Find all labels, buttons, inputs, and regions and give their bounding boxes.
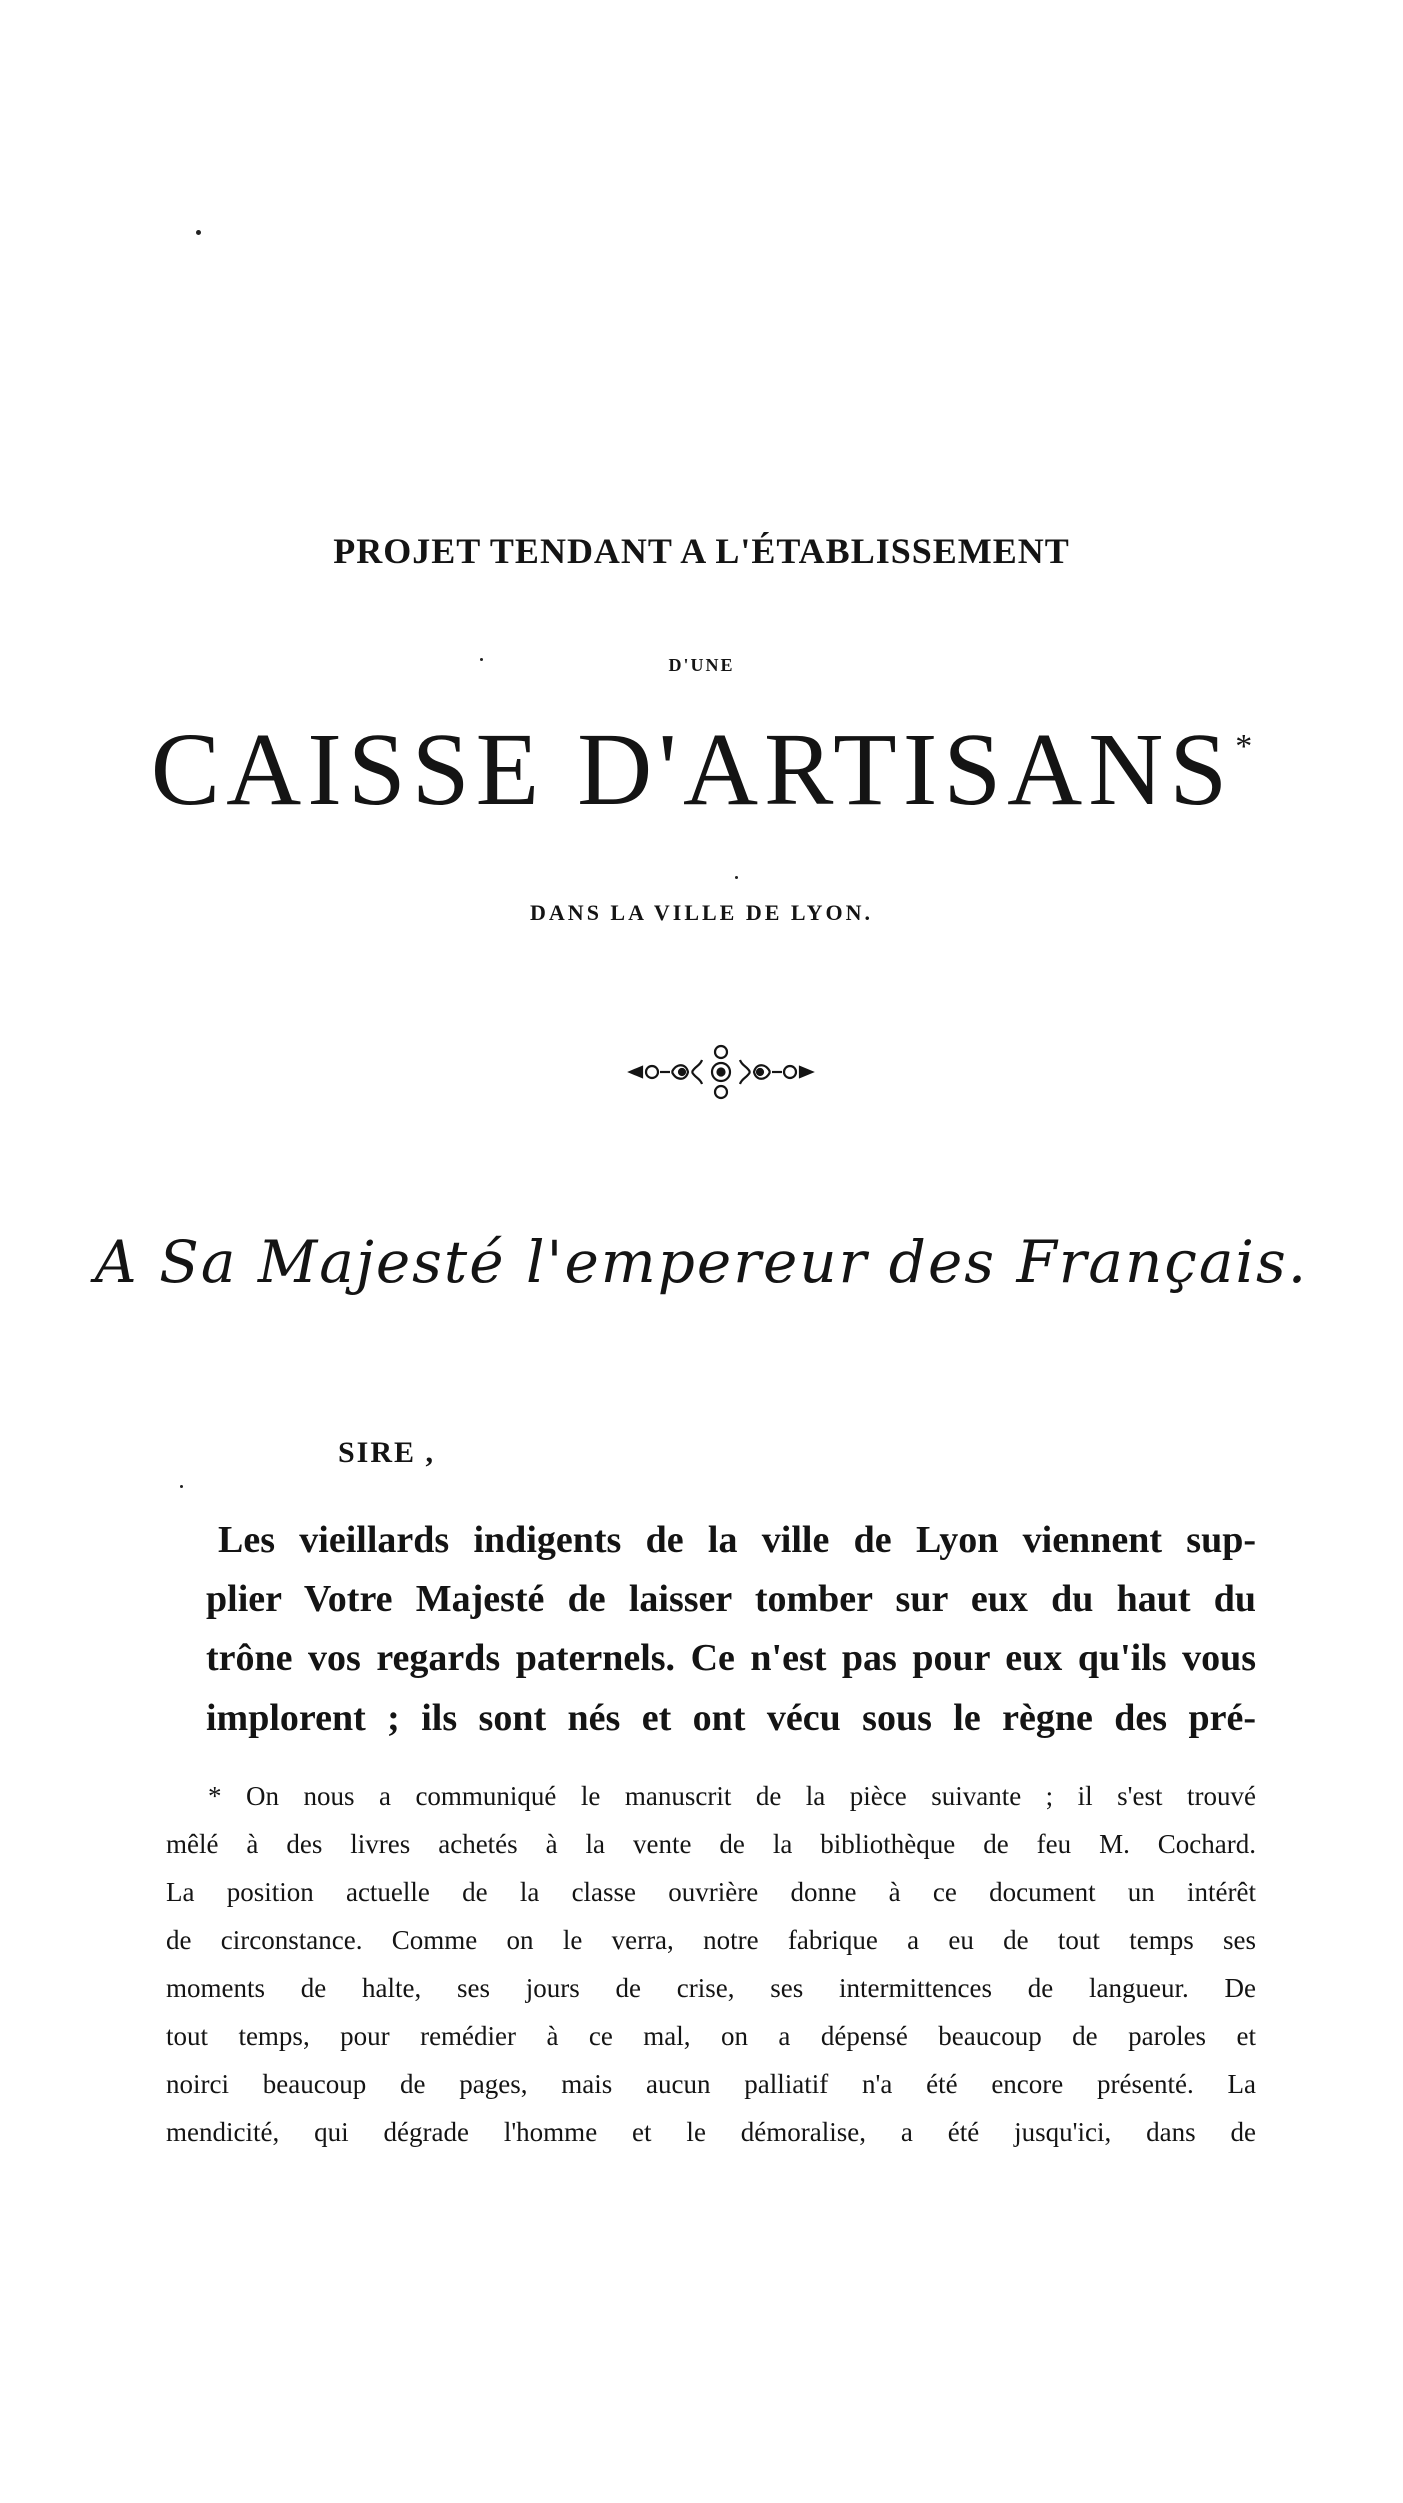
dedication: A Sa Majesté l'empereur des Français. (94, 1228, 1309, 1296)
body-line: trône vos regards paternels. Ce n'est pas pour eux qu'ils vous (206, 1637, 1256, 1679)
dune-text: D'UNE (668, 655, 735, 675)
footnote-line: de circonstance. Comme on le verra, notre fabrique a eu de tout temps ses (166, 1925, 1256, 1955)
print-speck (735, 876, 738, 879)
footnote-line: noirci beaucoup de pages, mais aucun palliatif n'a été encore présenté. La (166, 2069, 1256, 2099)
footnote-line: * On nous a communiqué le manuscrit de la pièce suivante ; il s'est trouvé (208, 1781, 1256, 1811)
salutation: SIRE , (338, 1436, 436, 1469)
footnote-line: La position actuelle de la classe ouvrière donne à ce document un intérêt (166, 1877, 1256, 1907)
body-line: implorent ; ils sont nés et ont vécu sous le règne des pré- (206, 1697, 1256, 1739)
footnote-line: mendicité, qui dégrade l'homme et le démoralise, a été jusqu'ici, dans de (166, 2117, 1256, 2147)
footnote-line: mêlé à des livres achetés à la vente de la bibliothèque de feu M. Cochard. (166, 1829, 1256, 1859)
print-speck (180, 1485, 183, 1488)
body-line: Les vieillards indigents de la ville de Lyon viennent sup- (218, 1519, 1256, 1561)
subtitle: DANS LA VILLE DE LYON. (530, 900, 873, 925)
print-speck (196, 230, 201, 235)
fleuron-ornament-icon (626, 1042, 816, 1102)
dune-line (0, 655, 1403, 676)
project-title: PROJET TENDANT A L'ÉTABLISSEMENT (333, 531, 1070, 571)
main-title (0, 712, 1403, 827)
footnote-line: moments de halte, ses jours de crise, ses intermittences de langueur. De (166, 1973, 1256, 2003)
main-title-text: CAISSE D'ARTISANS (150, 712, 1234, 827)
footnote-marker: * (1235, 728, 1253, 765)
body-line: plier Votre Majesté de laisser tomber sur eux du haut du (206, 1578, 1256, 1620)
footnote-line: tout temps, pour remédier à ce mal, on a dépensé beaucoup de paroles et (166, 2021, 1256, 2051)
